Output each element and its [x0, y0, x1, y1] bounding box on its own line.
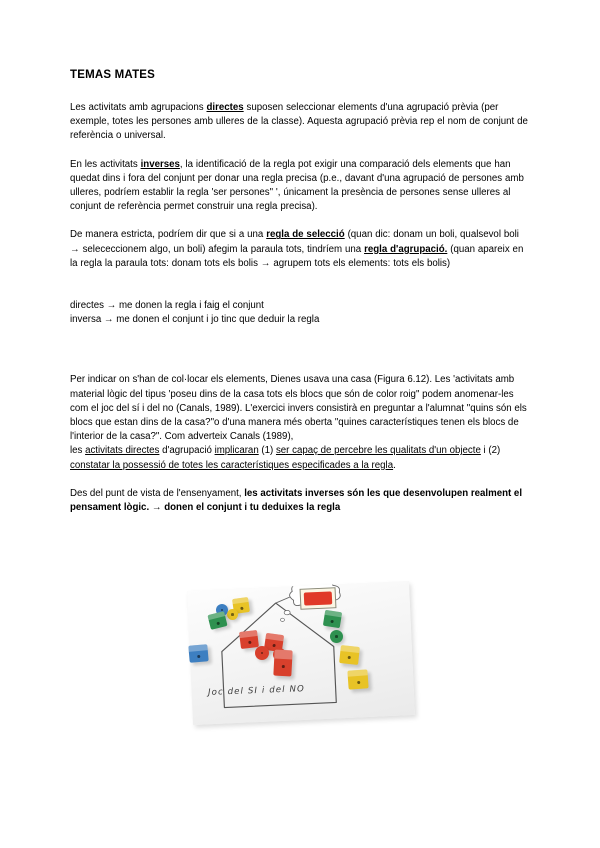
bubble-red-block [304, 591, 333, 605]
run-emphasis-inverses: inverses [140, 158, 180, 170]
figure-dienes-house [178, 578, 428, 736]
block-red-cube-3 [273, 650, 292, 677]
bead-red-1 [255, 646, 269, 660]
spacer [70, 285, 531, 299]
bead-hole [231, 613, 234, 616]
run-text: , la identificació de la regla pot exigir una comparació dels elements que han quedat dins i fora del conjunt per donar una regla precisa (p.e., davant d'una agrupació de persones amb ulleres, podríem establir la regla 'ser persones" ', únicament la presència de persones sense ulleres al conjunt de referència permet construir una regla precisa). [70, 158, 524, 213]
block-hole [348, 656, 351, 659]
run-text: (quan apareix en la regla la paraula tots: donam tots els bolis → agrupem tots els elements: tots els bolis) [70, 243, 524, 269]
run-text: . [393, 459, 396, 471]
block-face-top [274, 650, 292, 660]
paragraph-closing [70, 487, 531, 516]
run-text: En les activitats [70, 158, 141, 170]
block-face-top [265, 633, 284, 641]
run-text: (quan dic: donam un boli, qualsevol boli → selececcionem algo, un boli) afegim la paraula tots, tindríem una [70, 229, 519, 255]
handwritten-caption-text: Joc del SI i del NO [207, 684, 306, 698]
run-underline-qualitat-1: ser capaç de percebre les qualitats d'un objecte [275, 445, 481, 457]
bubble-tail-2 [280, 618, 284, 621]
block-hole [357, 681, 360, 684]
block-yellow-cube-right-upper [339, 645, 360, 665]
block-hole [281, 665, 284, 668]
run-underline-activitats-directes: activitats directes [85, 445, 160, 457]
block-red-cube-1 [239, 630, 259, 649]
run-bold-conclusion: les activitats inverses són les que desenvolupen realment el pensament lògic. → donen el conjunt i tu deduixes la regla [70, 487, 523, 514]
paragraph-canals-implications [70, 444, 531, 472]
run-text: d'agrupació [159, 445, 215, 457]
arrow-line-directes: directes → me donen la regla i faig el conjunt [70, 299, 264, 311]
run-underline-qualitat-2: constatar la possessió de totes les característiques especificades a la regla [70, 459, 394, 471]
block-face-top [232, 597, 249, 604]
block-hole [248, 641, 251, 644]
block-blue-cube-left [188, 644, 208, 663]
paragraph-inverses [70, 158, 531, 215]
arrow-line-inversa: inversa → me donen el conjunt i jo tinc que deduir la regla [70, 314, 320, 326]
bead-hole [261, 652, 264, 655]
run-emphasis-directes: directes [206, 101, 244, 113]
run-text: suposen seleccionar elements d'una agrupació prèvia (per exemple, totes les persones amb ulleres de la classe). Aquesta agrupació prèvia rep el nom de conjunt de referència o universal. [70, 101, 528, 142]
block-green-cube-right [323, 610, 342, 628]
block-yellow-cube-right-lower [347, 669, 368, 689]
block-face-top [239, 630, 258, 638]
block-hole [216, 621, 220, 625]
page-title: TEMAS MATES [70, 69, 156, 81]
run-text: les [70, 445, 86, 457]
block-face-top [188, 644, 207, 651]
arrow-summary-list [70, 299, 531, 327]
bead-yellow-top [227, 609, 238, 620]
run-underline-implicaran: implicaran [214, 445, 259, 457]
paragraph-dienes [70, 373, 531, 444]
paragraph-directes [70, 101, 531, 144]
run-text: Les activitats amb agrupacions [70, 101, 207, 113]
bubble-red-card [300, 587, 337, 610]
run-text: Per indicar on s'han de col·locar els elements, Dienes usava una casa (Figura 6.12). Les 'activitats amb material lògic del tipus 'poseu dins de la casa tots els blocs que són de color roig" podem anomenar-les com el joc del sí i del no (Canals, 1989). L'exercici invers consistirà en preguntar a l'alumnat "quins són els blocs que estan dins de la casa?"o d'una manera més oberta "quines característiques tenen els blocs de l'interior de la casa?". Com adverteix Canals (1989), [70, 374, 527, 443]
spacer-large [70, 327, 531, 373]
paragraph-regla [70, 228, 531, 271]
run-emphasis-regla-agrupacio: regla d'agrupació. [364, 243, 448, 255]
block-face-top [347, 669, 367, 677]
bead-hole [335, 635, 338, 638]
bubble-tail-1 [284, 610, 290, 615]
block-hole [197, 655, 200, 658]
bead-green-right [330, 630, 343, 643]
photo-canvas [178, 578, 428, 736]
run-emphasis-regla-seleccio: regla de selecció [266, 229, 345, 241]
run-text: Des del punt de vista de l'ensenyament, [70, 487, 245, 499]
run-text: De manera estricta, podríem dir que si a una [70, 229, 267, 241]
run-text: i (2) [480, 445, 501, 457]
run-text: (1) [258, 445, 276, 457]
block-hole [272, 644, 275, 647]
block-hole [330, 620, 333, 623]
block-face-top [340, 645, 360, 653]
block-hole [240, 606, 243, 609]
document-body [70, 68, 531, 516]
